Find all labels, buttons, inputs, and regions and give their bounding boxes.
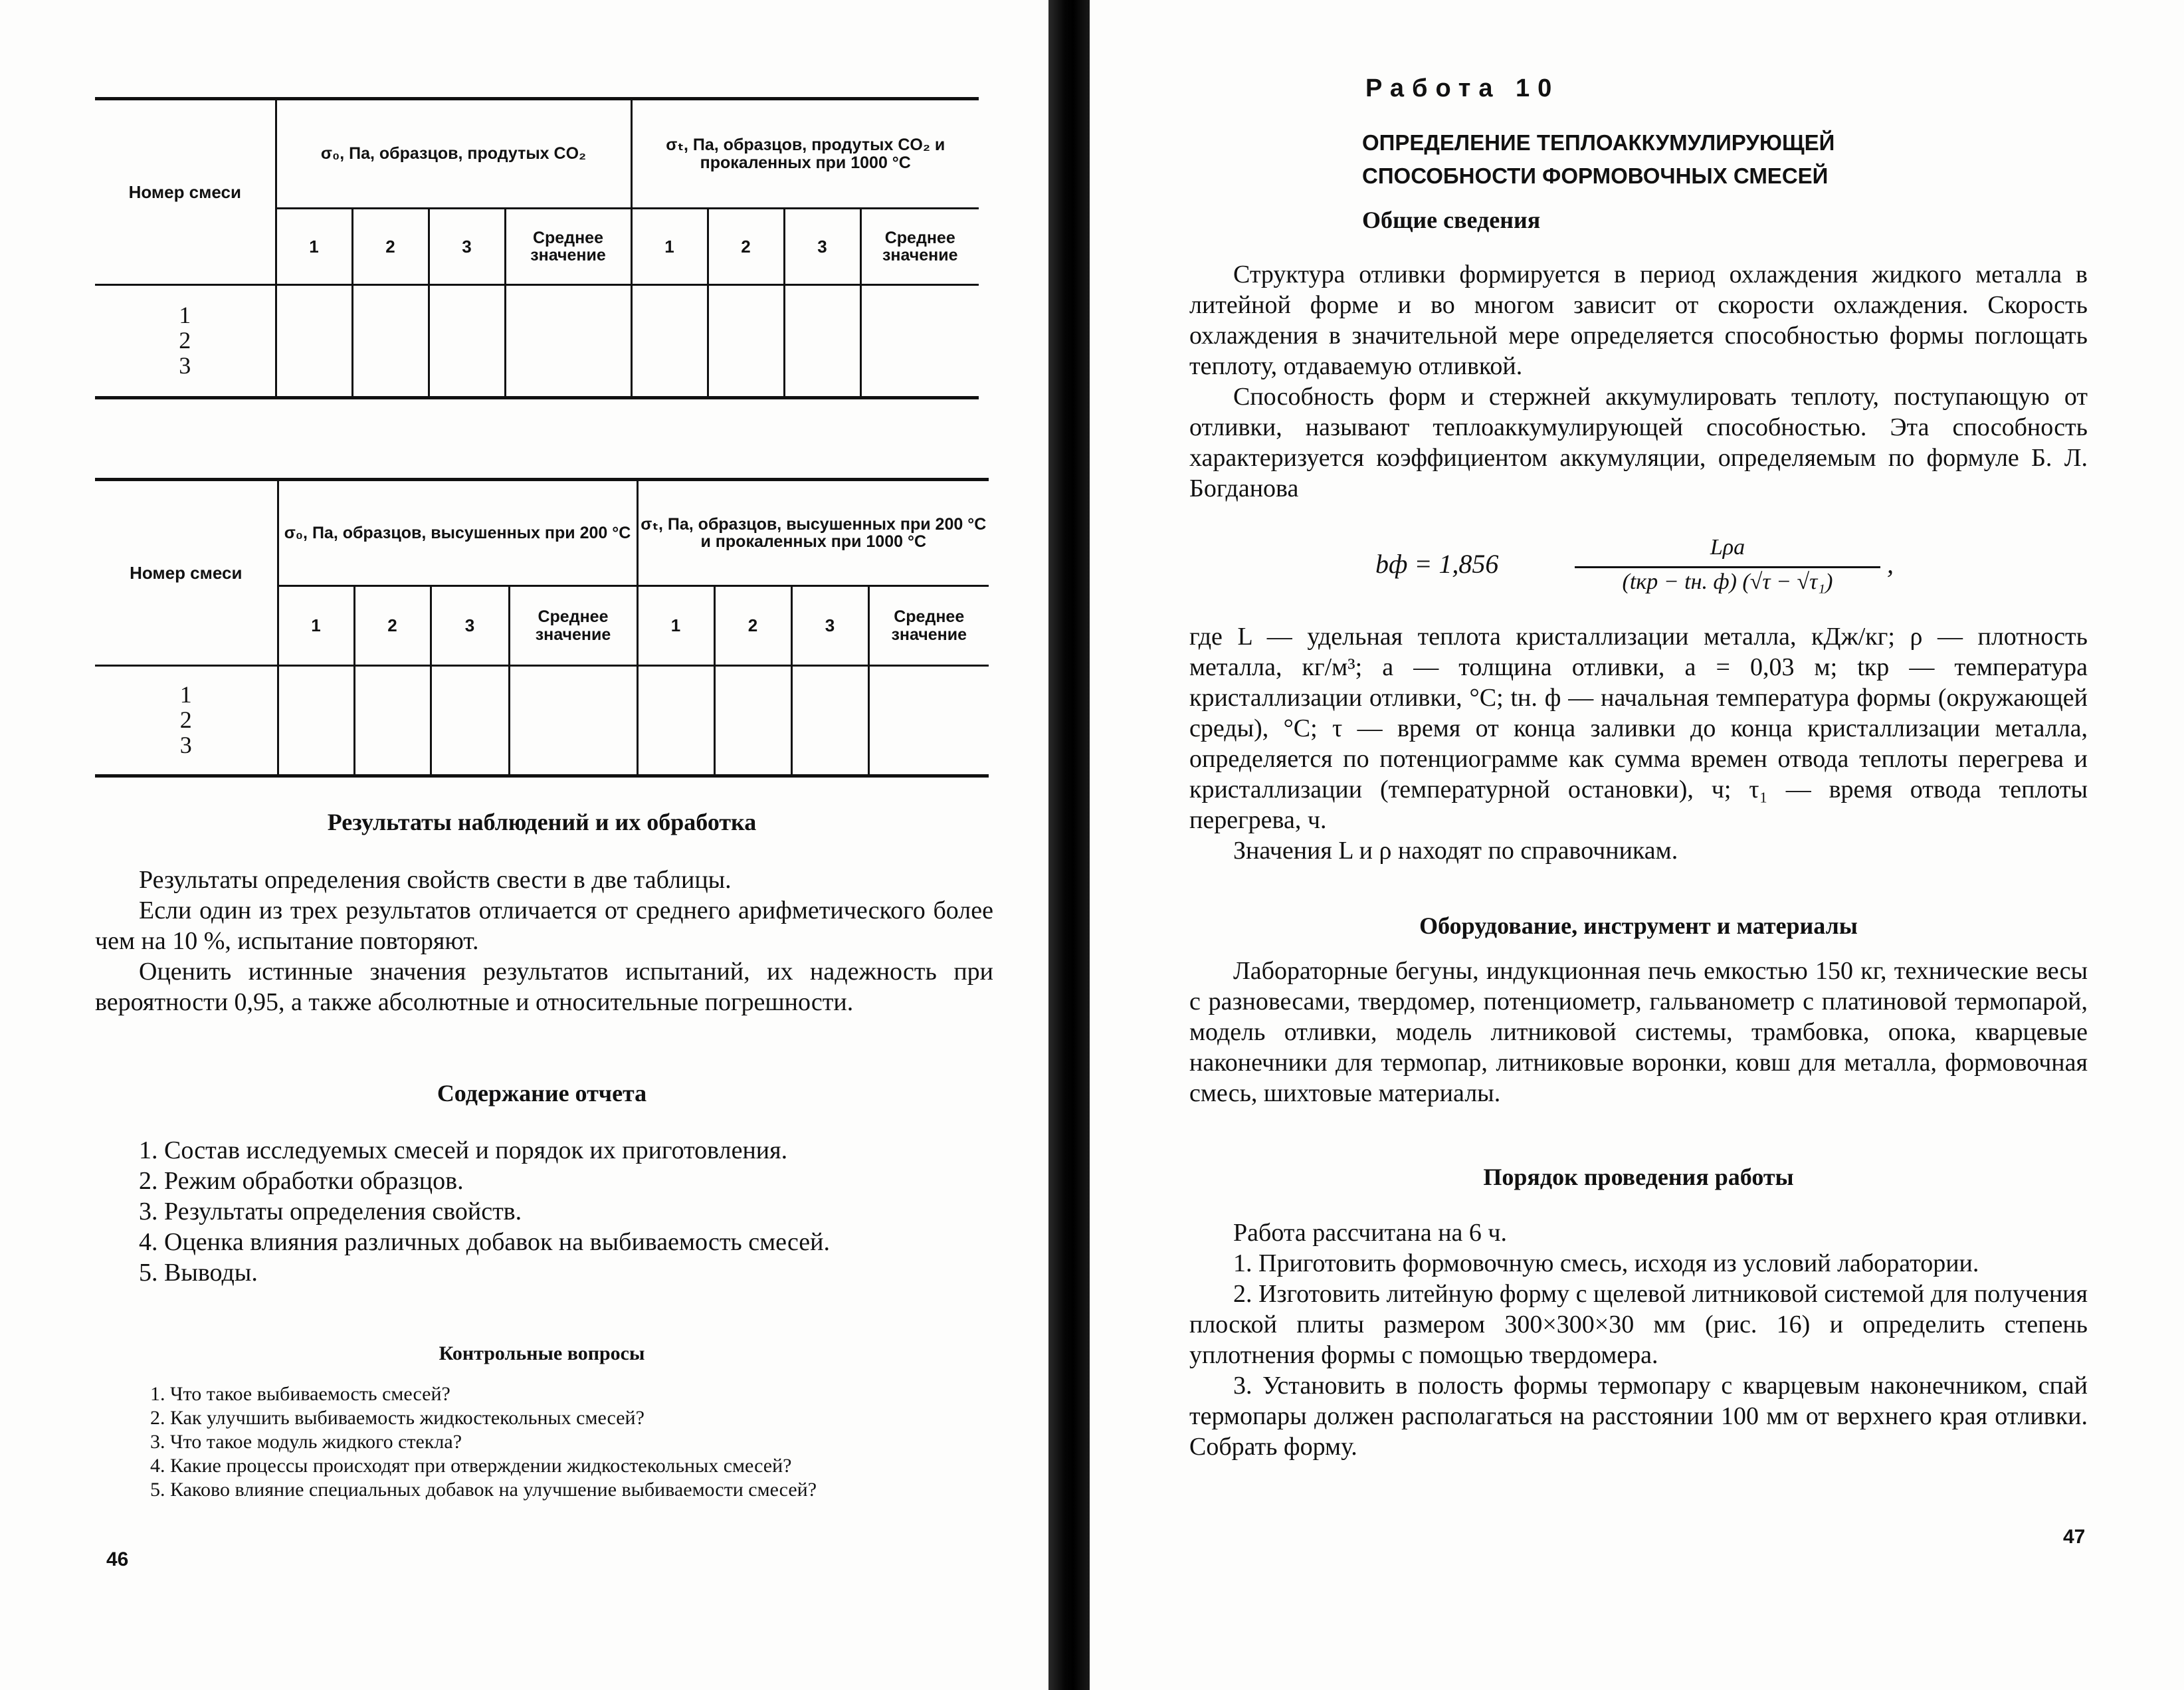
- subcol-header: 1: [631, 209, 708, 285]
- subcol-header: Среднее значение: [868, 586, 989, 666]
- general-text: [1189, 259, 2088, 504]
- subcol-header: 1: [278, 586, 354, 666]
- report-list: [95, 1135, 993, 1288]
- table-cell: [631, 285, 708, 398]
- subcol-header: 3: [784, 209, 860, 285]
- report-heading: Содержание отчета: [437, 1080, 647, 1107]
- table-cell: [868, 666, 989, 776]
- results-table-1: [95, 97, 979, 399]
- table-cell: [352, 285, 429, 398]
- subcol-header: Среднее значение: [509, 586, 637, 666]
- work-subtitle: [1362, 126, 1960, 193]
- paragraph: Лабораторные бегуны, индукционная печь емкостью 150 кг, технические весы с разновесами, твердомер, потенциометр, гальванометр с платиновой термопарой, модель отливки, модель литниковой системы, трамбовка, опока, кварцевые наконечники для термопар, литниковые воронки, ковш для металла, формовочная смесь, шихтовые материалы.: [1189, 957, 2088, 1107]
- work-title: Работа 10: [1365, 74, 1560, 102]
- subcol-header: 1: [637, 586, 714, 666]
- results-heading: Результаты наблюдений и их обработка: [327, 809, 757, 835]
- table-cell: [278, 666, 354, 776]
- list-item: 1. Приготовить формовочную смесь, исходя из условий лаборатории.: [1233, 1249, 1979, 1277]
- formula-tail: ,: [1887, 549, 1894, 579]
- formula-denominator: (tкр − tн. ф) (√τ − √τ₁): [1622, 570, 1833, 594]
- paragraph: Значения L и ρ находят по справочникам.: [1233, 837, 1678, 865]
- bogdanov-formula: [1375, 535, 1973, 601]
- mix-number-header: Номер смеси: [95, 480, 278, 666]
- subcol-header: 2: [708, 209, 784, 285]
- group2-header: σₜ, Па, образцов, продутых CO₂ и прокаленных при 1000 °C: [631, 99, 979, 209]
- procedure-heading: Порядок проведения работы: [1483, 1164, 1794, 1190]
- subcol-header: 3: [431, 586, 509, 666]
- general-heading: Общие сведения: [1362, 207, 1541, 233]
- subcol-header: 3: [791, 586, 868, 666]
- subcol-header: 1: [276, 209, 352, 285]
- table-cell: [429, 285, 505, 398]
- group1-header: σ₀, Па, образцов, высушенных при 200 °C: [278, 480, 637, 586]
- table-cell: [714, 666, 791, 776]
- table-cell: [708, 285, 784, 398]
- table-cell: [431, 666, 509, 776]
- table-cell: [791, 666, 868, 776]
- list-item: 3. Установить в полость формы термопару с кварцевым наконечником, спай термопары должен располагаться на расстоянии 100 мм от верхнего края отливки. Собрать форму.: [1189, 1372, 2088, 1461]
- subcol-header: Среднее значение: [505, 209, 631, 285]
- list-item: 2. Как улучшить выбиваемость жидкостекольных смесей?: [150, 1407, 645, 1429]
- left-page: [0, 0, 1048, 1690]
- list-item: 1. Состав исследуемых смесей и порядок их приготовления.: [139, 1136, 788, 1164]
- paragraph: Оценить истинные значения результатов испытаний, их надежность при вероятности 0,95, а также абсолютные и относительные погрешности.: [95, 958, 993, 1016]
- paragraph: Если один из трех результатов отличается от среднего арифметического более чем на 10 %, испытание повторяют.: [95, 897, 993, 955]
- fraction-bar: [1575, 566, 1880, 568]
- list-item: 1. Что такое выбиваемость смесей?: [150, 1383, 450, 1405]
- list-item: 3. Результаты определения свойств.: [139, 1198, 522, 1225]
- procedure-list: [1189, 1217, 2088, 1462]
- where-text: [1189, 621, 2088, 866]
- table-cell: [784, 285, 860, 398]
- page-number: 47: [2063, 1526, 2086, 1548]
- table-cell: [354, 666, 431, 776]
- group1-header: σ₀, Па, образцов, продутых CO₂: [276, 99, 631, 209]
- formula-numerator: Lρa: [1710, 535, 1745, 560]
- paragraph: Структура отливки формируется в период охлаждения жидкого металла в литейной форме и во многом зависит от скорости охлаждения. Скорость охлаждения в значительной мере определяется способностью формы поглощать теплоту, отдаваемую отливкой.: [1189, 261, 2088, 380]
- results-table-2: [95, 478, 989, 778]
- paragraph: где L — удельная теплота кристаллизации металла, кДж/кг; ρ — плотность металла, кг/м³; a — толщина отливки, a = 0,03 м; tкр — температура кристаллизации отливки, °C; tн. ф — начальная температура формы (окружающей среды), °C; τ — время от конца заливки до конца кристаллизации металла, определяется по потенциограмме как сумма времен отвода теплоты перегрева и кристаллизации (температурной остановки), ч; τ₁ — время отвода теплоты перегрева, ч.: [1189, 623, 2088, 834]
- subcol-header: 2: [354, 586, 431, 666]
- book-gutter: [1048, 0, 1090, 1690]
- list-item: 3. Что такое модуль жидкого стекла?: [150, 1431, 462, 1453]
- group2-header: σₜ, Па, образцов, высушенных при 200 °C и прокаленных при 1000 °C: [637, 480, 989, 586]
- list-item: 4. Какие процессы происходят при отверждении жидкостекольных смесей?: [150, 1455, 792, 1477]
- subcol-header: 3: [429, 209, 505, 285]
- equipment-text: [1189, 956, 2088, 1109]
- table-cell: [505, 285, 631, 398]
- table-cell: [637, 666, 714, 776]
- list-item: 5. Выводы.: [139, 1259, 258, 1287]
- subcol-header: 2: [714, 586, 791, 666]
- mix-numbers: 1 2 3: [95, 666, 278, 776]
- list-item: Работа рассчитана на 6 ч.: [1233, 1219, 1508, 1247]
- subcol-header: 2: [352, 209, 429, 285]
- mix-number-header: Номер смеси: [95, 99, 276, 285]
- paragraph: Способность форм и стержней аккумулировать теплоту, поступающую от отливки, называют теплоаккумулирующей способностью. Эта способность характеризуется коэффициентом аккумуляции, определяемым по формуле Б. Л. Богданова: [1189, 383, 2088, 502]
- questions-list: [106, 1382, 1000, 1502]
- paragraph: Результаты определения свойств свести в две таблицы.: [139, 866, 732, 894]
- equipment-heading: Оборудование, инструмент и материалы: [1419, 912, 1858, 939]
- questions-heading: Контрольные вопросы: [439, 1342, 645, 1364]
- right-page: [1090, 0, 2184, 1690]
- subtitle-line: СПОСОБНОСТИ ФОРМОВОЧНЫХ СМЕСЕЙ: [1362, 163, 1829, 188]
- results-text: [95, 865, 993, 1017]
- subtitle-line: ОПРЕДЕЛЕНИЕ ТЕПЛОАККУМУЛИРУЮЩЕЙ: [1362, 130, 1835, 155]
- list-item: 2. Режим обработки образцов.: [139, 1167, 464, 1195]
- table-cell: [276, 285, 352, 398]
- table-cell: [509, 666, 637, 776]
- page-number: 46: [106, 1548, 129, 1570]
- mix-numbers: 1 2 3: [95, 285, 276, 398]
- formula-lhs: bф = 1,856: [1375, 549, 1499, 579]
- list-item: 5. Каково влияние специальных добавок на улучшение выбиваемости смесей?: [150, 1479, 817, 1501]
- table-cell: [860, 285, 979, 398]
- subcol-header: Среднее значение: [860, 209, 979, 285]
- list-item: 2. Изготовить литейную форму с щелевой литниковой системой для получения плоской плиты размером 300×300×30 мм (рис. 16) и определить степень уплотнения формы с помощью твердомера.: [1189, 1280, 2088, 1369]
- list-item: 4. Оценка влияния различных добавок на выбиваемость смесей.: [139, 1228, 831, 1256]
